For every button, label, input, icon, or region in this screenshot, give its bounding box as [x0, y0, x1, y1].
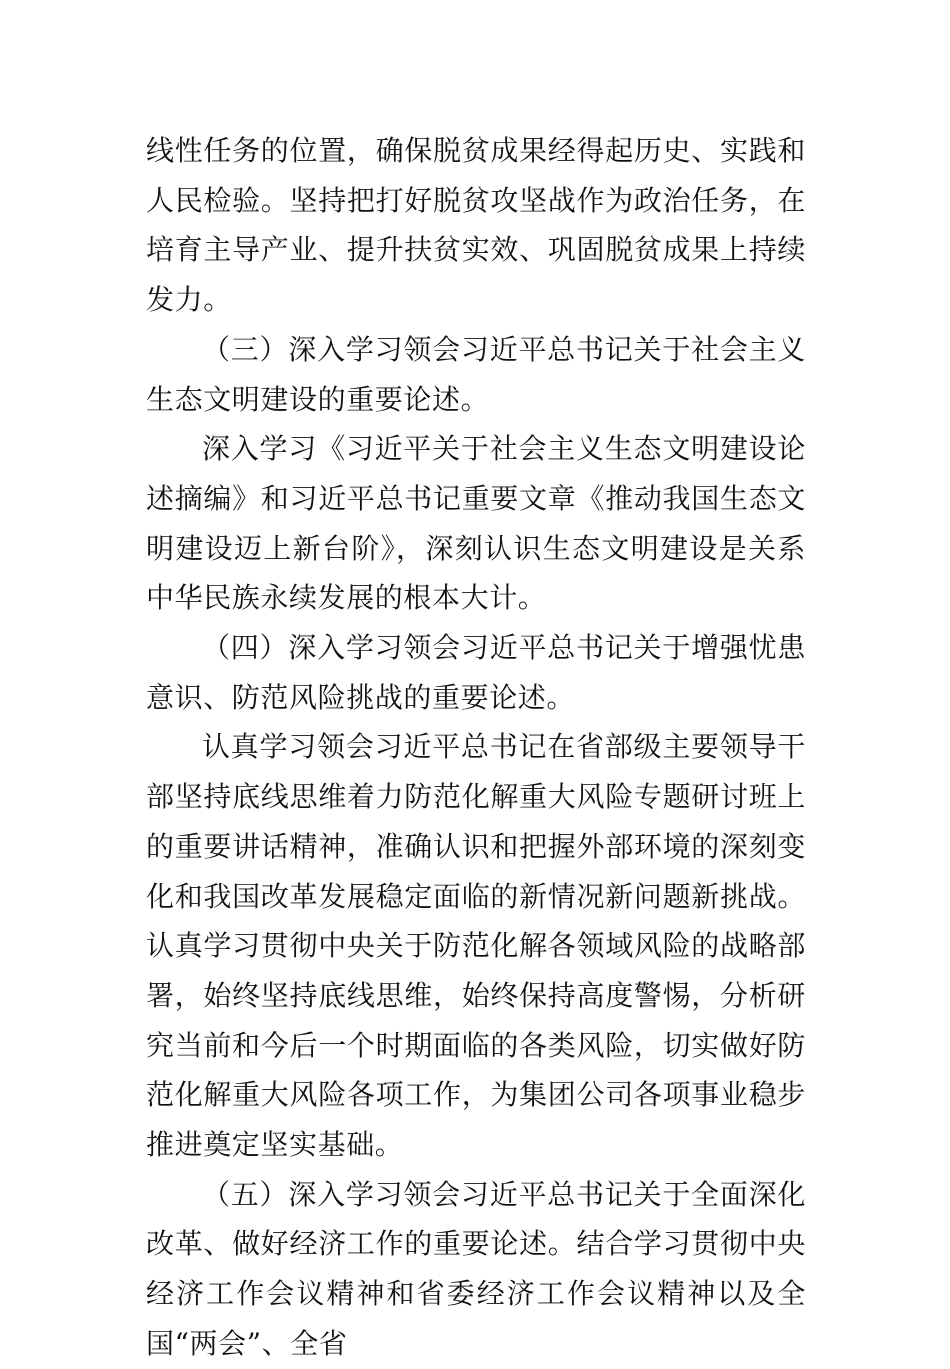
paragraph-risk-prevention: 认真学习领会习近平总书记在省部级主要领导干部坚持底线思维着力防范化解重大风险专题研讨班上的重要讲话精神，准确认识和把握外部环境的深刻变化和我国改革发展稳定面临的新情况新问题新挑战。认真学习贯彻中央关于防范化解各领域风险的战略部署，始终坚持底线思维，始终保持高度警惕，分析研究当前和今后一个时期面临的各类风险，切实做好防范化解重大风险各项工作，为集团公司各项事业稳步推进奠定坚实基础。 — [146, 730, 806, 1162]
paragraph-ecological-civilization: 深入学习《习近平关于社会主义生态文明建设论述摘编》和习近平总书记重要文章《推动我国生态文明建设迈上新台阶》，深刻认识生态文明建设是关系中华民族永续发展的根本大计。 — [146, 432, 806, 615]
paragraph-poverty-alleviation-continuation: 线性任务的位置，确保脱贫成果经得起历史、实践和人民检验。坚持把打好脱贫攻坚战作为政治任务，在培育主导产业、提升扶贫实效、巩固脱贫成果上持续发力。 — [146, 134, 806, 317]
heading-section-three: （三）深入学习领会习近平总书记关于社会主义生态文明建设的重要论述。 — [146, 332, 806, 416]
heading-section-five: （五）深入学习领会习近平总书记关于全面深化改革、做好经济工作的重要论述。结合学习贯彻中央经济工作会议精神和省委经济工作会议精神以及全国“两会”、全省 — [146, 1177, 806, 1360]
heading-section-four: （四）深入学习领会习近平总书记关于增强忧患意识、防范风险挑战的重要论述。 — [146, 631, 806, 714]
document-body — [146, 126, 806, 1369]
